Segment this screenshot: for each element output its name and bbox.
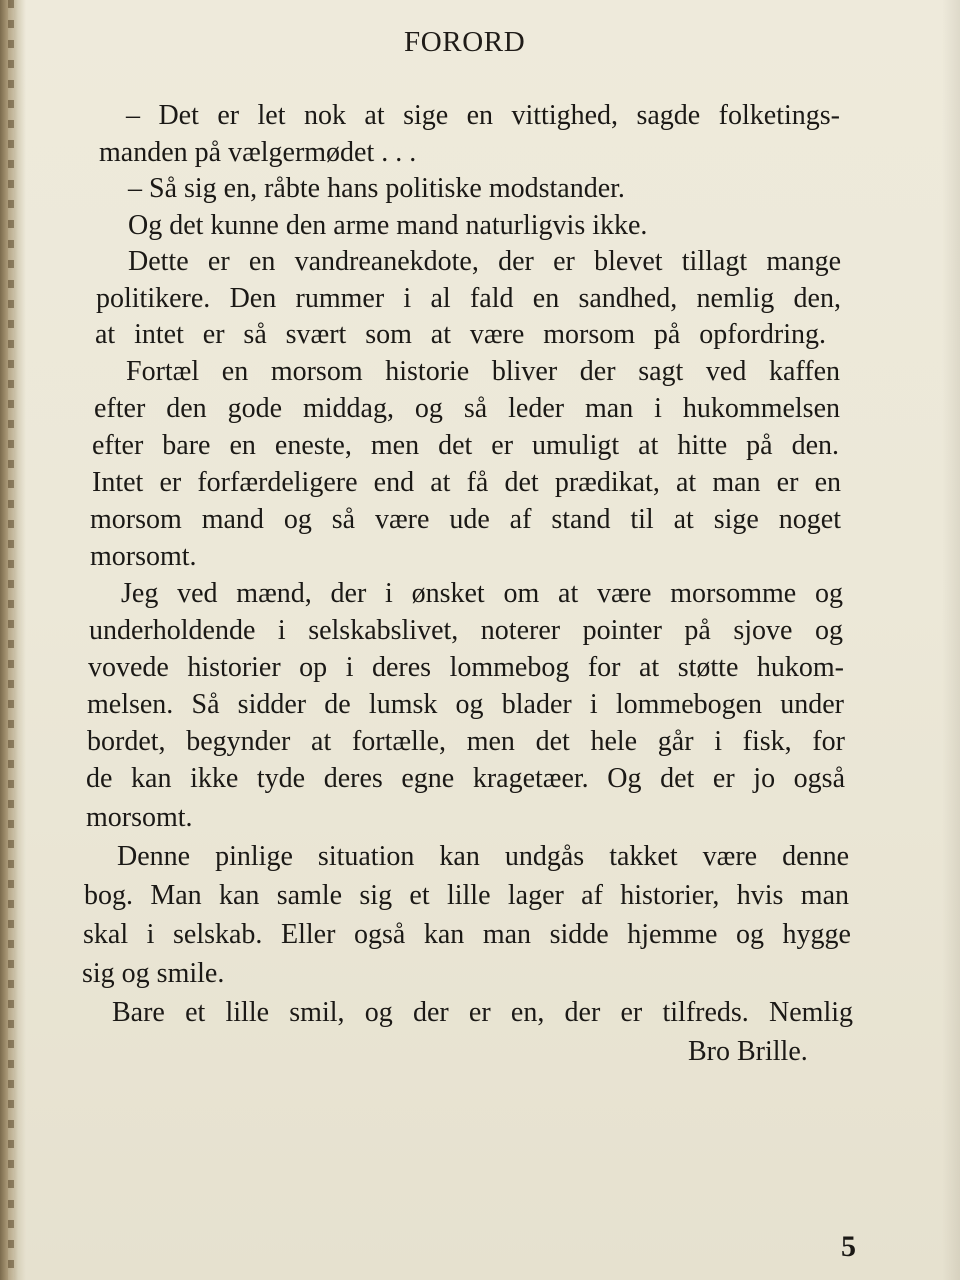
text-line-22: bog. Man kan samle sig et lille lager af historier, hvis man bbox=[84, 880, 849, 911]
text-line-6: politikere. Den rummer i al fald en sandhed, nemlig den, bbox=[96, 283, 841, 314]
text-line-4: Og det kunne den arme mand naturligvis ikke. bbox=[128, 210, 648, 241]
text-line-15: underholdende i selskabslivet, noterer pointer på sjove og bbox=[89, 615, 843, 646]
text-line-26: Bro Brille. bbox=[688, 1036, 808, 1067]
text-line-10: efter bare en eneste, men det er umuligt at hitte på den. bbox=[92, 430, 839, 461]
text-line-13: morsomt. bbox=[90, 541, 197, 572]
text-line-7: at intet er så svært som at være morsom på opfordring. bbox=[95, 319, 826, 350]
text-line-14: Jeg ved mænd, der i ønsket om at være morsomme og bbox=[121, 578, 843, 609]
binding-edge bbox=[8, 0, 14, 1280]
text-line-2: manden på vælgermødet . . . bbox=[99, 137, 417, 168]
text-line-8: Fortæl en morsom historie bliver der sagt ved kaffen bbox=[126, 356, 840, 387]
text-line-5: Dette er en vandreanekdote, der er blevet tillagt mange bbox=[128, 246, 841, 277]
text-line-9: efter den gode middag, og så leder man i hukommelsen bbox=[94, 393, 840, 424]
text-line-23: skal i selskab. Eller også kan man sidde hjemme og hygge bbox=[83, 919, 851, 950]
text-line-11: Intet er forfærdeligere end at få det prædikat, at man er en bbox=[92, 467, 841, 498]
page-number: 5 bbox=[841, 1230, 856, 1263]
page-heading: FORORD bbox=[404, 26, 526, 58]
text-line-3: – Så sig en, råbte hans politiske modstander. bbox=[128, 173, 625, 204]
text-line-21: Denne pinlige situation kan undgås takket være denne bbox=[117, 841, 849, 872]
text-line-18: bordet, begynder at fortælle, men det hele går i fisk, for bbox=[87, 726, 845, 757]
text-line-25: Bare et lille smil, og der er en, der er tilfreds. Nemlig bbox=[112, 997, 853, 1028]
text-line-19: de kan ikke tyde deres egne kragetæer. Og det er jo også bbox=[86, 763, 845, 794]
right-page-edge-shadow bbox=[942, 0, 960, 1280]
text-line-17: melsen. Så sidder de lumsk og blader i lommebogen under bbox=[87, 689, 844, 720]
text-line-16: vovede historier op i deres lommebog for at støtte hukom- bbox=[88, 652, 844, 683]
text-line-12: morsom mand og så være ude af stand til at sige noget bbox=[90, 504, 841, 535]
text-line-20: morsomt. bbox=[86, 802, 193, 833]
text-line-24: sig og smile. bbox=[82, 958, 225, 989]
text-line-1: – Det er let nok at sige en vittighed, sagde folketings- bbox=[126, 100, 840, 131]
